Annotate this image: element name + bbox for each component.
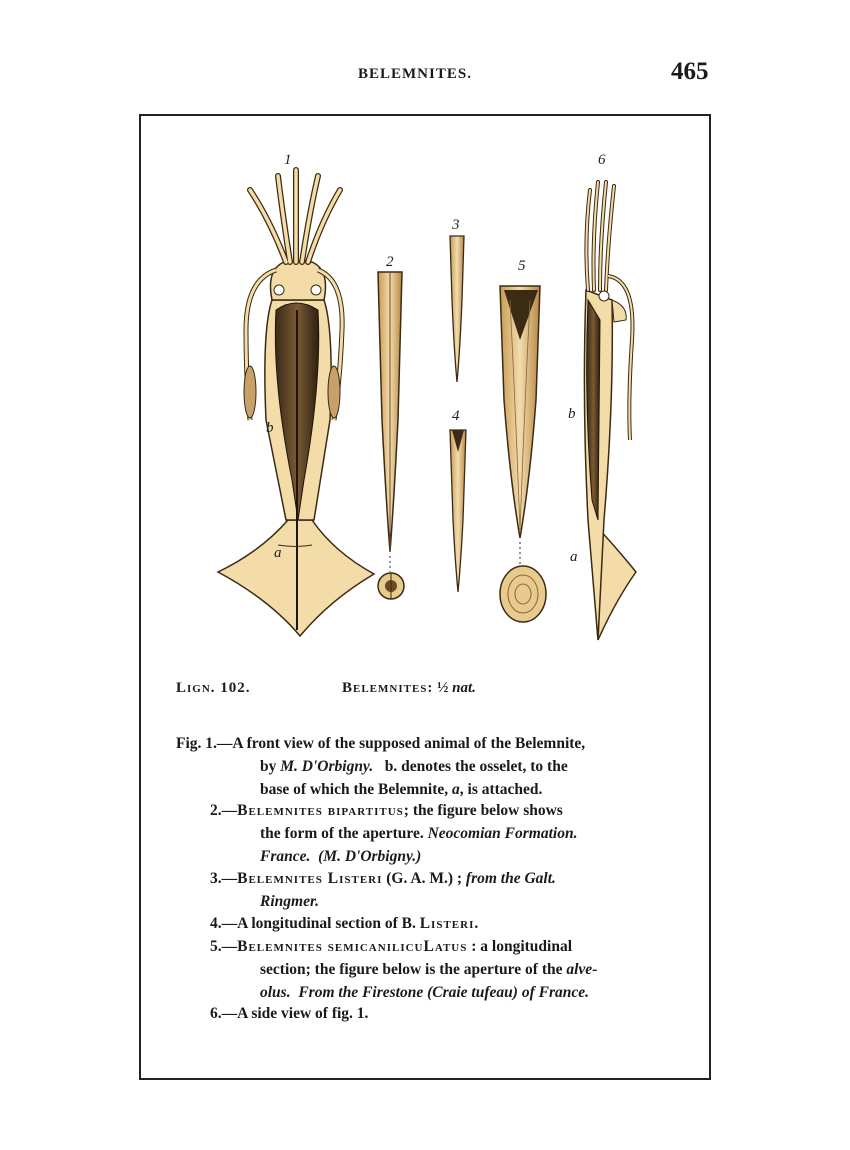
figure-label-2: 2 — [386, 254, 394, 270]
description-fig-6: 6.—A side view of fig. 1. — [210, 1005, 369, 1022]
label-b-right: b — [568, 406, 576, 422]
description-fig-5: 5.—Belemnites semicanilicuLatus : a longitudinal section; the figure below is the aperture of the alve- olus. From the Firestone (Craie tufeau) of France. — [210, 938, 598, 1001]
figure-label-6: 6 — [598, 152, 606, 168]
label-a-right: a — [570, 549, 578, 565]
description-fig-4: 4.—A longitudinal section of B. Listeri. — [210, 915, 480, 932]
page-number: 465 — [671, 58, 709, 85]
figure-4-section — [450, 430, 466, 592]
description-fig-1: Fig. 1.—A front view of the supposed animal of the Belemnite, by M. D'Orbigny. b. denotes the osselet, to the base of which the Belemnite, a, is attached. — [176, 735, 586, 798]
lign-number: Lign. 102. — [176, 680, 251, 696]
caption-title: Belemnites: ½ nat. — [342, 680, 476, 696]
figure-2-bipartitus — [378, 272, 404, 599]
figure-1-animal — [218, 170, 374, 636]
label-a-left: a — [274, 545, 282, 561]
figure-5-semicanilicuLatus — [500, 286, 546, 622]
figure-label-3: 3 — [452, 217, 460, 233]
description-fig-3: 3.—Belemnites Listeri (G. A. M.) ; from the Galt. Ringmer. — [210, 870, 556, 910]
figure-label-4: 4 — [452, 408, 460, 424]
figure-label-5: 5 — [518, 258, 526, 274]
figure-6-side-view — [584, 182, 636, 640]
plate-caption — [176, 680, 716, 697]
figure-label-1: 1 — [284, 152, 292, 168]
figure-3-listeri — [450, 236, 464, 382]
running-head: BELEMNITES. — [358, 66, 472, 82]
label-b-left: b — [266, 420, 274, 436]
description-fig-2: 2.—Belemnites bipartitus; the figure below shows the form of the aperture. Neocomian Formation. France. (M. D'Orbigny.) — [210, 802, 578, 865]
